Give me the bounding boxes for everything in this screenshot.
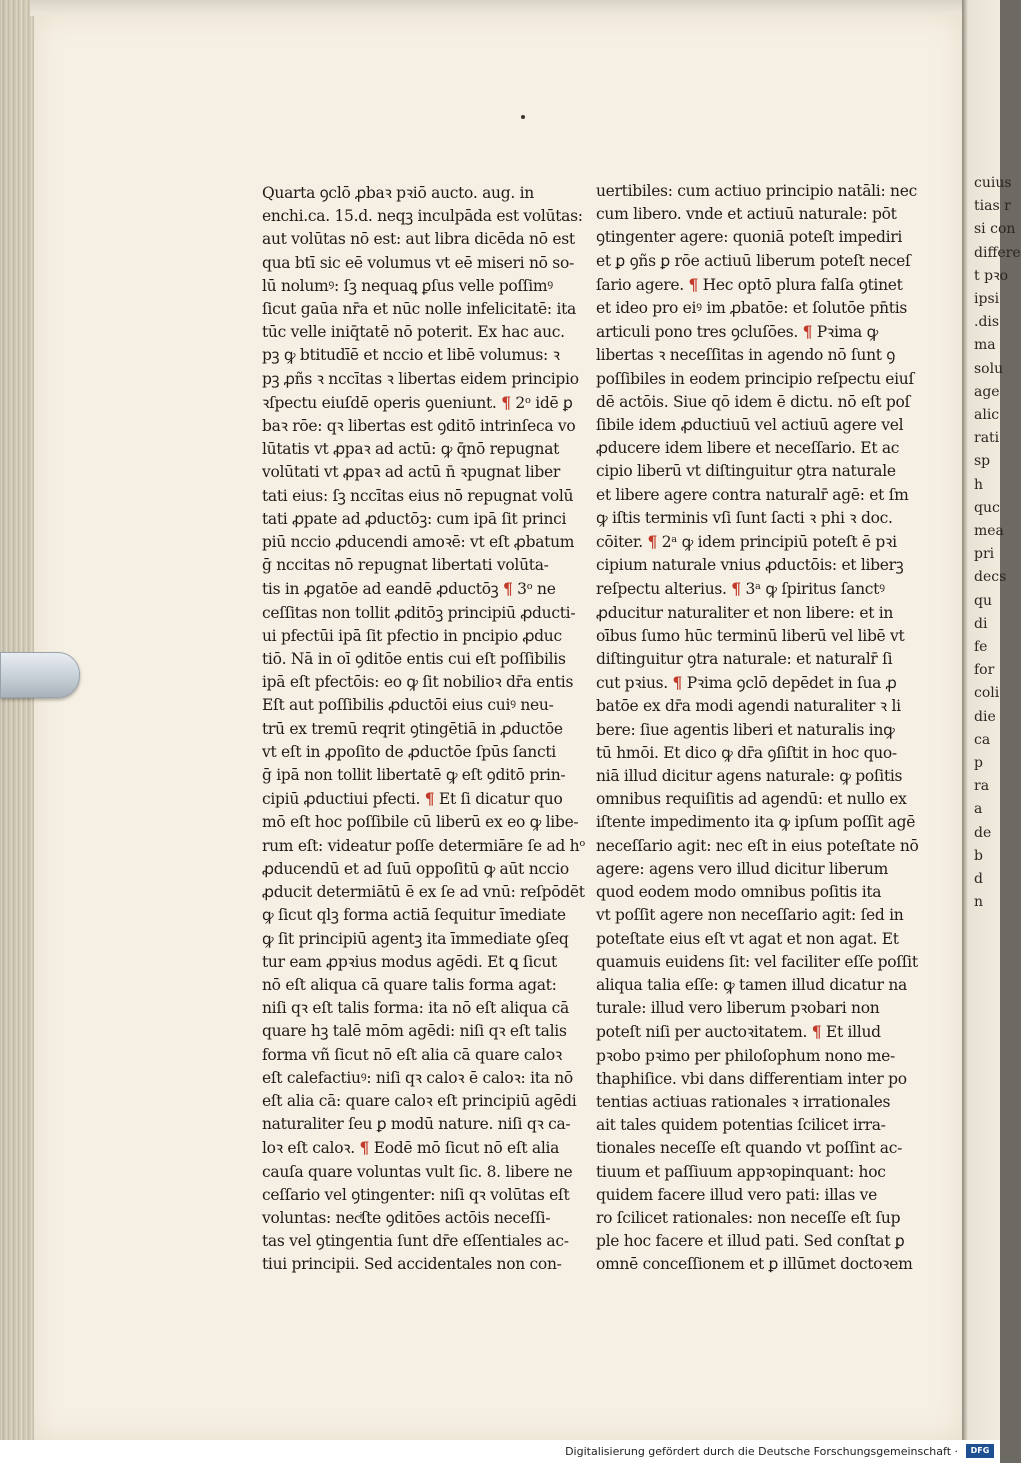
text-line: ꝓducendū et ad ſuū oppoſitū ꝙ aūt nccio [262, 859, 569, 878]
text-line: aliqua talia eſſe: ꝙ tamen illud dicatur na [596, 975, 907, 994]
text-line: poteſtate eius eſt vt agat et non agat. Et [596, 929, 899, 948]
facing-page-text: cuius tias r si con differe t pꝛo ipsi .dis ma solu age alic rati sp h quc mea pri decs qu di fe for coli die ca p ra a de b d n [974, 175, 1021, 911]
pilcrow-mark: ¶ [731, 579, 741, 599]
text-line: ſibile idem ꝓductiuū vel actiuū agere vel [596, 416, 904, 435]
text-line: ipā eſt pfectōis: eo ꝙ ſit nobilioꝛ dr̄a entis [262, 673, 574, 692]
text-line: quidem facere illud vero pati: illas ve [596, 1185, 877, 1204]
text-line: forma vñ ſicut nō eſt alia cā quare caloꝛ [262, 1045, 562, 1064]
page-edges [0, 0, 34, 1440]
text-line: thaphiſice. vbi dans differentiam inter po [596, 1069, 907, 1088]
facing-page-edge [962, 0, 1021, 1440]
text-line: Eſt aut poſſibilis ꝓductōi eius cuiꝰ neu- [262, 696, 554, 715]
text-line: bere: ſiue agentis liberi et naturalis inꝙ [596, 720, 895, 739]
text-line: tati ꝓpate ad ꝓductōꝫ: cum ipā ſit princi [262, 509, 567, 528]
dfg-logo-icon: DFG [966, 1444, 994, 1458]
text-line: iſtente impedimento ita ꝙ ipſum poſſit agē [596, 813, 916, 832]
text-line: ꝓducere idem libere et neceſſario. Et ac [596, 439, 900, 458]
text-line: nō eſt aliqua cā quare talis forma agat: [262, 975, 557, 994]
text-line: omnibus requiſitis ad agendū: et nullo ex [596, 790, 907, 809]
text-line: ſicut gaūa nr̄a et nūc nolle infelicitatē: ita [262, 300, 576, 319]
text-line: lū nolumꝰ: ſꝫ nequaꝗ ꝑſus velle poſſimꝰ [262, 276, 553, 295]
text-line: lūtatis vt ꝓpaꝛ ad actū: ꝙ q̄nō repugnat [262, 440, 560, 459]
text-line: aut volūtas nō est: aut libra dicēda nō est [262, 230, 575, 249]
text-line: agere: agens vero illud dicitur liberum [596, 859, 889, 878]
text-line: et ideo pro eiꝰ im ꝓbatōe: et ſolutōe pn̄tis [596, 299, 908, 318]
text-line: tionales neceſſe eſt quando vt poſſint ac- [596, 1139, 903, 1158]
text-line: pꝛobo pꝛimo per philoſophum nono me- [596, 1046, 895, 1065]
text-line: ceſſitas non tollit ꝓditōꝫ principiū ꝓducti- [262, 603, 576, 622]
text-line: tentias actiuas rationales ꝛ irrationales [596, 1092, 891, 1111]
book-clip [0, 652, 80, 698]
text-line: qua btī sic eē volumus vt eē miseri nō so- [262, 253, 574, 272]
text-line: cut pꝛius. ¶ Pꝛima ꝯclō depēdet in ſua ꝓ [596, 673, 897, 693]
text-line: batōe ex dr̄a modi agendi naturaliter ꝛ li [596, 697, 901, 716]
text-line: trū ex tremū reqrit ꝯtingētiā in ꝓductōe [262, 719, 563, 738]
text-line: tur eam ꝓpꝛius modus agēdi. Et ꝗ ſicut [262, 952, 557, 971]
text-line: baꝛ rōe: qꝛ libertas est ꝯditō intrinſeca vo [262, 417, 576, 436]
text-line: voluntas: necͥſte ꝯditōes actōis neceſſi- [262, 1208, 551, 1227]
text-line: libertas ꝛ neceſſitas in agendo nō ſunt ꝯ [596, 346, 896, 365]
text-line: ui pfectūi ipā ſit pfectio in pncipio ꝓduc [262, 626, 562, 645]
text-line: ꝙ ſit principiū agentꝫ ita īmmediate ꝯſeq [262, 929, 569, 948]
text-line: neceſſario agit: nec eſt in eius poteſtate nō [596, 836, 919, 855]
text-line: tū hmōi. Et dico ꝙ dr̄a ꝯſiſtit in hoc quo- [596, 743, 897, 762]
text-line: niſi qꝛ eſt talis forma: ita nō eſt aliqua cā [262, 999, 569, 1018]
text-line: diſtinguitur ꝯtra naturale: et naturalr̄ ſi [596, 650, 893, 669]
text-line: rum eſt: videatur poſſe determiāre ſe ad hᵒ [262, 836, 586, 855]
pilcrow-mark: ¶ [502, 579, 513, 599]
text-line: omnē conceſſionem et ꝑ illūmet doctoꝛem [596, 1255, 913, 1274]
text-line: cōiter. ¶ 2ᵃ ꝙ idem principiū poteſt ē pꝛi [596, 532, 897, 552]
text-line: vt poſſit agere non neceſſario agit: ſed in [596, 906, 904, 925]
text-line: eſt alia cā: quare caloꝛ eſt principiū agēdi [262, 1091, 577, 1110]
text-line: poſſibiles in eodem principio reſpectu eiuſ [596, 369, 914, 388]
pilcrow-mark: ¶ [802, 322, 813, 342]
text-line: cum libero. vnde et actiuū naturale: pōt [596, 205, 897, 224]
pilcrow-mark: ¶ [672, 673, 683, 693]
footer-bar [0, 1440, 1000, 1463]
text-line: mō eſt hoc poſſibile cū liberū ex eo ꝙ libe- [262, 813, 579, 832]
text-line: Quarta ꝯclō ꝓbaꝛ pꝛiō aucto. aug. in [262, 184, 534, 202]
text-line: ro ſcilicet rationales: non neceſſe eſt ſup [596, 1208, 901, 1227]
text-line: tiui principii. Sed accidentales non con- [262, 1255, 562, 1274]
text-line: eſt calefactiuꝰ: niſi qꝛ caloꝛ ē caloꝛ: ita nō [262, 1068, 573, 1087]
text-line: ꝓducit determiātū ē ex ſe ad vnū: reſpōdēt [262, 883, 585, 902]
text-line: ꝯtingenter agere: quoniā poteſt impediri [596, 228, 903, 247]
text-line: ait tales quidem potentias ſcilicet irra- [596, 1116, 886, 1135]
text-line: enchi.ca. 15.d. neqꝫ inculpāda est volūtas: [262, 207, 583, 226]
pilcrow-mark: ¶ [424, 789, 435, 809]
text-line: ꝓducitur naturaliter et non libere: et in [596, 603, 894, 622]
pilcrow-mark: ¶ [688, 274, 699, 294]
text-line: cipium naturale vnius ꝓductōis: et liberꝫ [596, 556, 904, 575]
pilcrow-mark: ¶ [647, 532, 658, 552]
text-line: pꝫ ꝙ btitudīē et nccio et libē volumus: ꝛ [262, 346, 560, 365]
text-line: et libere agere contra naturalr̄ agē: et ſm [596, 485, 909, 504]
text-line: piū nccio ꝓducendi amoꝛē: vt eſt ꝓbatum [262, 533, 575, 552]
text-line: reſpectu alterius. ¶ 3ᵃ ꝙ ſpiritus ſanctꝰ [596, 579, 885, 599]
text-line: uertibiles: cum actiuo principio natāli: nec [596, 182, 917, 200]
text-line: naturaliter ſeu ꝑ modū nature. niſi qꝛ ca- [262, 1115, 571, 1134]
text-line: cauſa quare voluntas vult ſic. 8. libere ne [262, 1162, 573, 1181]
text-line: quare hꝫ talē mōm agēdi: niſi qꝛ eſt talis [262, 1022, 567, 1041]
text-line: loꝛ eſt caloꝛ. ¶ Eodē mō ſicut nō eſt alia [262, 1138, 560, 1158]
text-line: dē actōis. Siue qō idem ē dictu. nō eſt poſ [596, 392, 910, 411]
text-line: tūc velle iniq̄tatē nō poterit. Ex hac auc. [262, 323, 565, 342]
text-line: ḡ nccitas nō repugnat libertati volūta- [262, 556, 549, 575]
text-line: ſario agere. ¶ Hec optō plura falſa ꝯtinet [596, 274, 903, 294]
text-line: ceſſario vel ꝯtingenter: niſi qꝛ volūtas eſt [262, 1185, 570, 1204]
text-line: ꝛſpectu eiuſdē operis ꝯueniunt. ¶ 2ᵒ idē ꝑ [262, 392, 573, 412]
pilcrow-mark: ¶ [811, 1022, 822, 1042]
text-column-left [262, 182, 586, 1277]
text-line: tati eius: ſꝫ nccītas eius nō repugnat volū [262, 486, 574, 505]
text-line: tiuum et paſſiuum appꝛopinquant: hoc [596, 1162, 886, 1181]
text-line: ꝙ ſicut qlꝫ forma actiā ſequitur īmediate [262, 906, 566, 925]
pilcrow-mark: ¶ [501, 392, 511, 412]
text-line: tis in ꝓgatōe ad eandē ꝓductōꝫ ¶ 3ᵒ ne [262, 579, 556, 599]
ink-spot [521, 115, 525, 119]
text-line: poteſt niſi per auctoꝛitatem. ¶ Et illud [596, 1022, 881, 1042]
text-line: ple hoc facere et illud pati. Sed conſtat ꝑ [596, 1232, 905, 1251]
text-line: quod eodem modo omnibus poſitis ita [596, 883, 882, 902]
text-line: et ꝑ ꝯñs ꝑ rōe actiuū liberum poteſt neceſ [596, 251, 911, 270]
text-line: pꝫ ꝓñs ꝛ nccītas ꝛ libertas eidem principio [262, 369, 579, 388]
text-line: vt eſt in ꝓpoſito de ꝓductōe ſpūs ſancti [262, 742, 556, 761]
text-line: niā illud dicitur agens naturale: ꝙ poſitis [596, 767, 903, 786]
text-line: turale: illud vero liberum pꝛobari non [596, 999, 880, 1018]
text-line: cipiū ꝓductiui pfecti. ¶ Et ſi dicatur quo [262, 789, 563, 809]
text-line: tas vel ꝯtingentia ſunt dr̄e eſſentiales ac- [262, 1232, 569, 1251]
text-line: ḡ ipā non tollit libertatē ꝙ eſt ꝯditō prin- [262, 766, 566, 785]
text-line: articuli pono tres ꝯcluſōes. ¶ Pꝛima ꝙ [596, 322, 878, 342]
text-line: quamuis euidens ſit: vel faciliter eſſe poſſit [596, 952, 918, 971]
text-line: volūtati vt ꝓpaꝛ ad actū n̄ ꝛpugnat liber [262, 463, 560, 482]
text-line: cipio liberū vt diſtinguitur ꝯtra naturale [596, 462, 896, 481]
text-line: ꝙ iſtis terminis vſi ſunt ſacti ꝛ phi ꝛ doc. [596, 508, 893, 527]
text-line: tiō. Nā in oī ꝯditōe entis cui eſt poſſibilis [262, 650, 566, 669]
footer-credit: Digitalisierung gefördert durch die Deutsche Forschungsgemeinschaft · [565, 1445, 958, 1458]
text-column-right [596, 180, 919, 1277]
pilcrow-mark: ¶ [359, 1138, 370, 1158]
text-line: oībus ſumo hūc terminū liberū vel libē vt [596, 626, 905, 645]
